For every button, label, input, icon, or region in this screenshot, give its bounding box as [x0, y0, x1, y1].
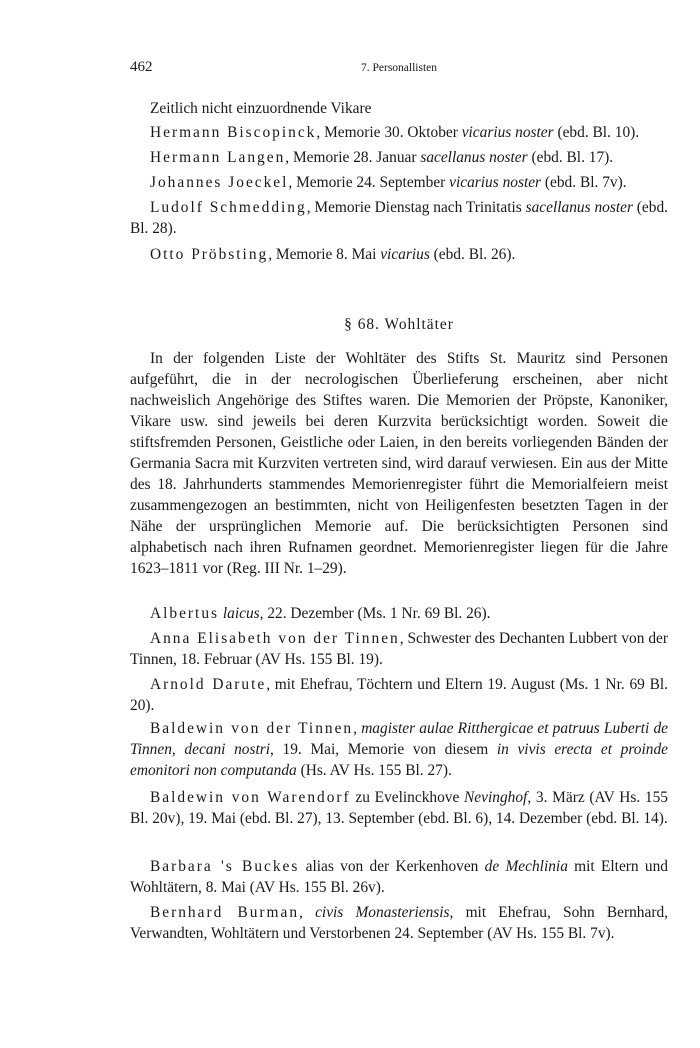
person-name: Barbara 's Buckes [150, 858, 300, 875]
entry-text: , Memorie 24. September [288, 174, 450, 191]
person-name: Baldewin von Warendorf [150, 789, 351, 806]
entry-text: , Memorie 8. Mai [268, 246, 381, 263]
entry-text: (ebd. Bl. 10). [553, 124, 640, 141]
person-name: Otto Pröbsting [150, 246, 269, 263]
entry-latin: laicus [222, 605, 260, 622]
entry-latin: Nevinghof [464, 789, 528, 806]
benefactor-entry [130, 902, 668, 944]
benefactor-entry [130, 674, 668, 716]
vicar-entry [130, 122, 668, 143]
benefactor-entry [130, 603, 668, 624]
entry-latin: de Mechlinia [484, 858, 568, 875]
entry-latin: in vivis erecta et proinde emonitori non computanda [130, 741, 668, 779]
section-heading: § 68. Wohltäter [344, 316, 454, 333]
person-name: Arnold Darute [150, 676, 267, 693]
running-title: 7. Personallisten [360, 62, 438, 74]
entry-text: zu Evelinckhove [350, 789, 465, 806]
entry-text: , Memorie 28. Januar [285, 149, 421, 166]
entry-latin: vicarius noster [449, 174, 542, 191]
entry-text: (ebd. Bl. 7v). [541, 174, 627, 191]
entry-text: , 22. Dezember (Ms. 1 Nr. 69 Bl. 26). [259, 605, 491, 622]
entry-latin: sacellanus noster [420, 149, 528, 166]
person-name: Bernhard Burman [150, 904, 300, 921]
entry-text: (ebd. Bl. 26). [429, 246, 516, 263]
page-number: 462 [130, 59, 153, 75]
entry-text: , [353, 720, 362, 737]
entry-text: alias von der Kerkenhoven [299, 858, 485, 875]
entry-text: (ebd. Bl. 17). [527, 149, 614, 166]
subheading: Zeitlich nicht einzuordnende Vikare [150, 100, 372, 117]
entry-text: , [299, 904, 316, 921]
entry-latin: magister aulae Ritthergicae et patruus Luberti de Tinnen, decani nostri [130, 720, 668, 758]
benefactor-entry [130, 787, 668, 829]
entry-text: , mit Ehefrau, Sohn Bernhard, Verwandten, Wohltätern und Verstorbenen 24. September (AV Hs. 155 Bl. 7v). [130, 904, 668, 942]
vicar-entry [130, 172, 668, 193]
entry-latin: vicarius [380, 246, 430, 263]
person-name: Johannes Joeckel [150, 174, 289, 191]
intro-paragraph: In der folgenden Liste der Wohltäter des Stifts St. Mauritz sind Personen aufgeführt, die in der necrologischen Überlieferung erscheinen, aber nicht nachweislich Angehörige des Stiftes waren. Die Memorien der Pröpste, Kanoniker, Vikare usw. sind jeweils bei deren Kurzvita berücksichtigt worden. Soweit die stiftsfremden Personen, Geistliche oder Laien, in den bereits vorliegenden Bänden der Germania Sacra mit Kurzviten vertreten sind, wird darauf verwiesen. Ein aus der Mitte des 18. Jahrhunderts stammendes Memorienregister führt die Memorialfeiern meist zusammengezogen an bestimmten, nicht von Heiligenfesten besetzten Tagen in der Nähe der ursprünglichen Memorie auf. Die berücksichtigten Personen sind alphabetisch nach ihren Rufnamen geordnet. Memorienregister liegen für die Jahre 1623–1811 vor (Reg. III Nr. 1–29). [130, 350, 668, 577]
entry-text: , Memorie 30. Oktober [316, 124, 462, 141]
entry-text: , 3. März (AV Hs. 155 Bl. 20v), 19. Mai (ebd. Bl. 27), 13. September (ebd. Bl. 6), 14. Dezember (ebd. Bl. 14). [130, 789, 668, 827]
entry-text: mit Eltern und Wohltätern, 8. Mai (AV Hs. 155 Bl. 26v). [130, 858, 668, 896]
vicar-entry [130, 197, 668, 239]
entry-text: , 19. Mai, Memorie von diesem [270, 741, 497, 758]
page-header [130, 57, 668, 77]
entry-latin: civis Monasteriensis [315, 904, 450, 921]
person-name: Hermann Langen [150, 149, 286, 166]
entry-text: , mit Ehefrau, Töchtern und Eltern 19. August (Ms. 1 Nr. 69 Bl. 20). [130, 676, 668, 714]
benefactor-entry [130, 718, 668, 781]
person-name: Anna Elisabeth von der Tinnen [150, 630, 400, 647]
person-name: Albertus [150, 605, 220, 622]
person-name: Ludolf Schmedding [150, 199, 307, 216]
benefactor-entry [130, 628, 668, 670]
benefactor-entry [130, 856, 668, 898]
entry-latin: vicarius noster [461, 124, 554, 141]
vicar-entry [130, 147, 668, 168]
person-name: Baldewin von der Tinnen [150, 720, 354, 737]
entry-text: (ebd. Bl. 28). [130, 199, 668, 237]
vicar-entry [130, 244, 668, 265]
entry-text: (Hs. AV Hs. 155 Bl. 27). [296, 762, 452, 779]
entry-latin: sacellanus noster [525, 199, 633, 216]
person-name: Hermann Biscopinck [150, 124, 317, 141]
entry-text: , Schwester des Dechanten Lubbert von der Tinnen, 18. Februar (AV Hs. 155 Bl. 19). [130, 630, 668, 668]
entry-text: , Memorie Dienstag nach Trinitatis [306, 199, 526, 216]
